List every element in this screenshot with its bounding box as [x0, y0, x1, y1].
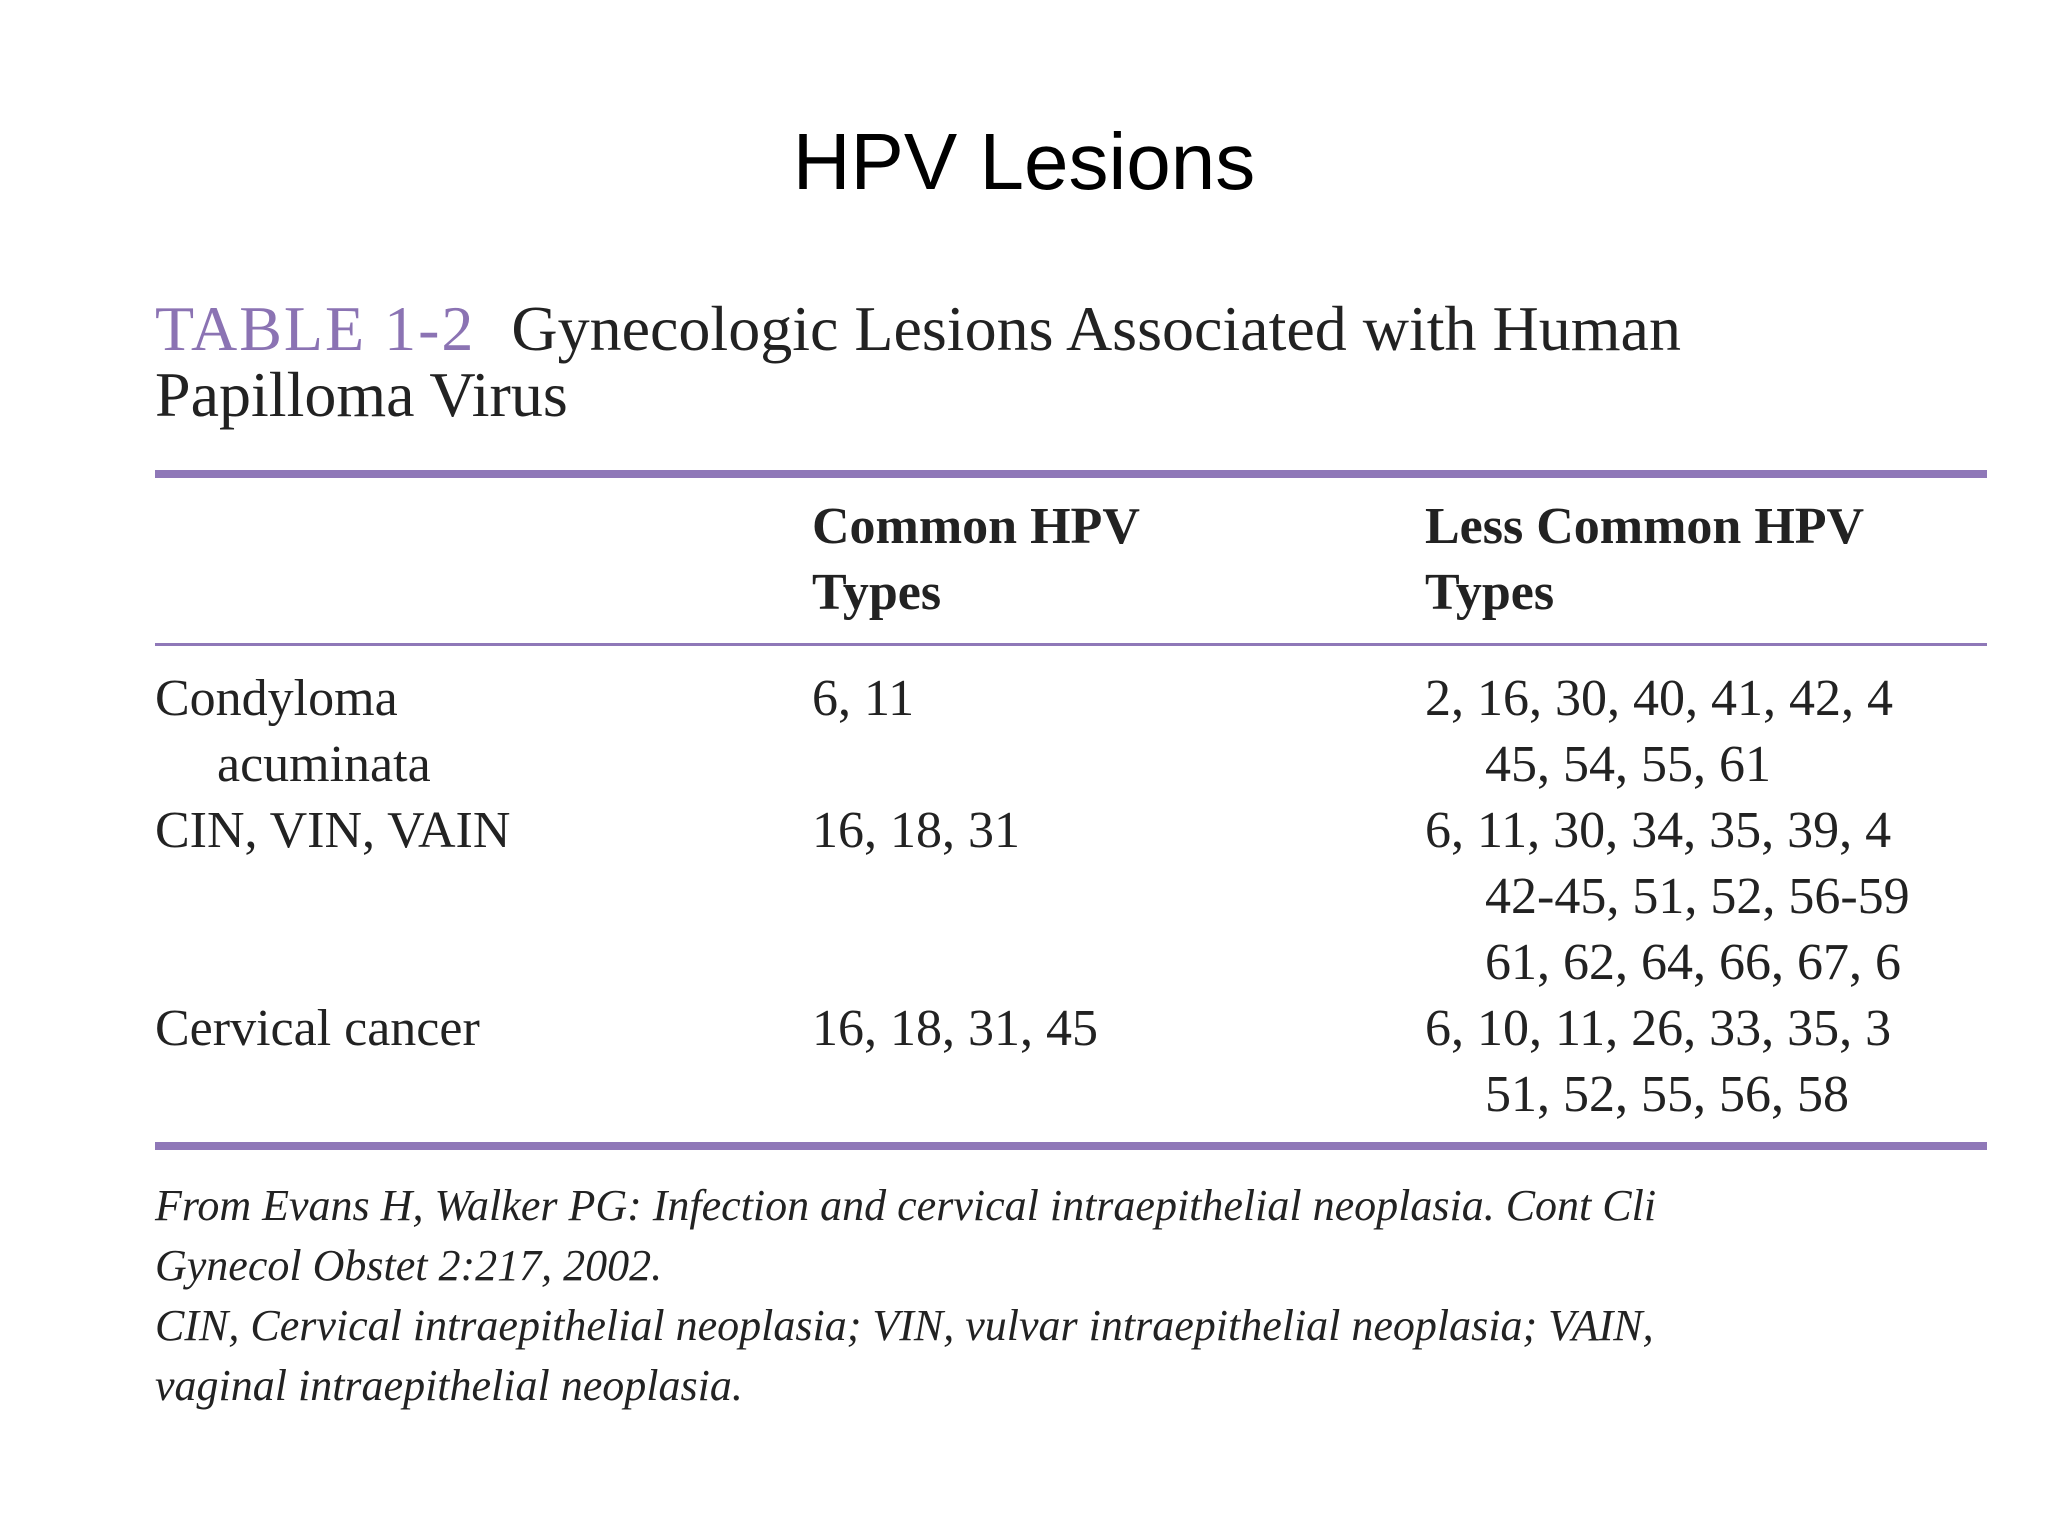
row-2-less-common-line-2: 42-45, 51, 52, 56-59: [1485, 868, 1910, 925]
row-2-less-common-line-1: 6, 11, 30, 34, 35, 39, 4: [1425, 802, 1892, 859]
footnote-abbrev-line-2: vaginal intraepithelial neoplasia.: [155, 1361, 743, 1410]
table-number: TABLE 1-2: [155, 293, 476, 364]
table-caption: [155, 293, 1975, 430]
row-1-lesion-line-2: acuminata: [217, 736, 431, 793]
row-2-less-common-line-3: 61, 62, 64, 66, 67, 6: [1485, 934, 1901, 991]
footnote-source-line-2: Gynecol Obstet 2:217, 2002.: [155, 1241, 663, 1290]
header-common-line-2: Types: [812, 564, 942, 621]
footnote-source-line-1: From Evans H, Walker PG: Infection and cervical intraepithelial neoplasia. Cont Cli: [155, 1181, 1657, 1230]
row-3-less-common-line-2: 51, 52, 55, 56, 58: [1485, 1066, 1849, 1123]
row-3-common: 16, 18, 31, 45: [812, 1000, 1098, 1057]
row-3-lesion: Cervical cancer: [155, 1000, 480, 1057]
row-2-lesion: CIN, VIN, VAIN: [155, 802, 511, 859]
top-rule: [155, 470, 1987, 478]
row-2-common: 16, 18, 31: [812, 802, 1020, 859]
bottom-rule: [155, 1142, 1987, 1150]
header-less-common-line-2: Types: [1425, 564, 1555, 621]
caption-line-2: Papilloma Virus: [155, 359, 568, 430]
slide-title: HPV Lesions: [792, 117, 1256, 206]
row-1-lesion-line-1: Condyloma: [155, 670, 398, 727]
caption-text-1: Gynecologic Lesions Associated with Human: [511, 293, 1681, 364]
header-common-line-1: Common HPV: [812, 498, 1140, 555]
header-less-common-line-1: Less Common HPV: [1425, 498, 1865, 555]
row-1-less-common-line-2: 45, 54, 55, 61: [1485, 736, 1771, 793]
row-1-common: 6, 11: [812, 670, 915, 727]
footnote-abbrev-line-1: CIN, Cervical intraepithelial neoplasia; VIN, vulvar intraepithelial neoplasia; VAIN,: [155, 1301, 1654, 1350]
row-3-less-common-line-1: 6, 10, 11, 26, 33, 35, 3: [1425, 1000, 1892, 1057]
header-rule: [155, 643, 1987, 646]
caption-line-1: [155, 293, 1975, 364]
row-1-less-common-line-1: 2, 16, 30, 40, 41, 42, 4: [1425, 670, 1893, 727]
